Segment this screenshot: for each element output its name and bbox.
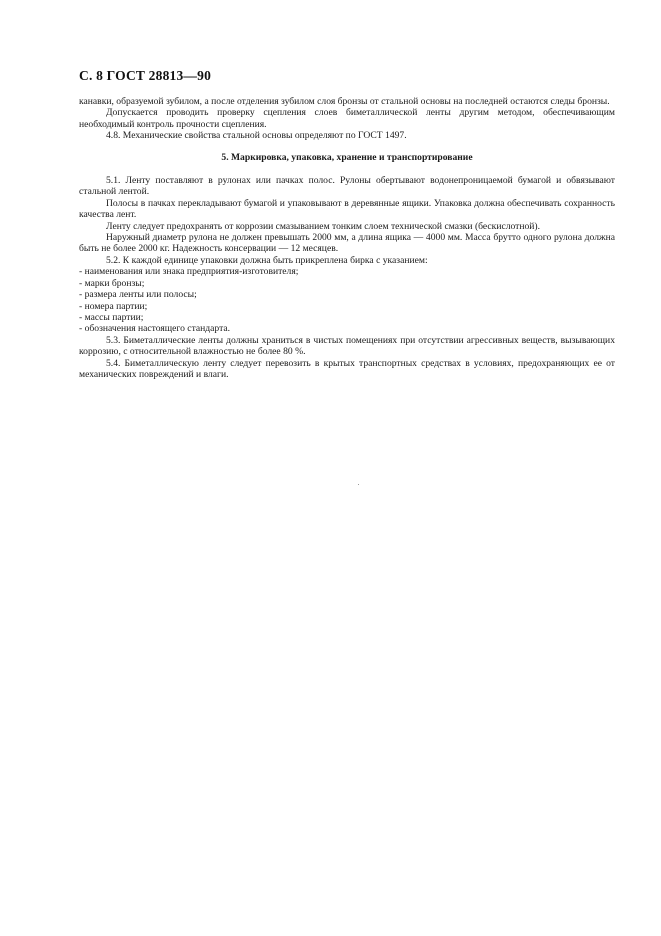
paragraph-packing: Полосы в пачках перекладывают бумагой и упаковывают в деревянные ящики. Упаковка должна обеспечивать сохранность качества лент. (79, 197, 615, 221)
document-body (79, 96, 615, 380)
list-item: - марки бронзы; (79, 277, 145, 289)
paragraph-5-1: 5.1. Ленту поставляют в рулонах или пачках полос. Рулоны обертывают водонепроницаемой бумагой и обвязывают стальной лентой. (79, 175, 615, 198)
list-item: - наименования или знака предприятия-изготовителя; (79, 266, 299, 278)
paragraph-dimensions: Наружный диаметр рулона не должен превышать 2000 мм, а длина ящика — 4000 мм. Масса брутто одного рулона должна быть не более 2000 кг. Надежность консервации — 12 месяцев. (79, 232, 615, 255)
section-heading: 5. Маркировка, упаковка, хранение и транспортирование (221, 151, 473, 163)
paragraph-adhesion-method: Допускается проводить проверку сцепления слоев биметаллической ленты другим методом, обеспечивающим необходимый контроль прочности сцепления. (79, 107, 615, 130)
list-item: - номера партии; (79, 300, 148, 312)
paragraph-5-2: 5.2. К каждой единице упаковки должна быть прикреплена бирка с указанием: (106, 254, 428, 266)
paragraph-5-4: 5.4. Биметаллическую ленту следует перевозить в крытых транспортных средствах в условиях, предохраняющих ее от механических повреждений и влаги. (79, 357, 615, 380)
paragraph-5-3: 5.3. Биметаллические ленты должны храниться в чистых помещениях при отсутствии агрессивных веществ, вызывающих коррозию, с относительной влажностью не более 80 %. (79, 334, 615, 358)
scan-speck (358, 484, 359, 485)
list-item: - размера ленты или полосы; (79, 289, 197, 301)
page-header: С. 8 ГОСТ 28813—90 (79, 68, 212, 83)
list-item: - массы партии; (79, 311, 144, 323)
list-item: - обозначения настоящего стандарта. (79, 323, 231, 335)
paragraph-corrosion: Ленту следует предохранять от коррозии смазыванием тонким слоем технической смазки (бескислотной). (106, 220, 541, 232)
label-list (79, 266, 615, 334)
paragraph-4-8: 4.8. Механические свойства стальной основы определяют по ГОСТ 1497. (106, 130, 407, 142)
paragraph-continuation: канавки, образуемой зубилом, а после отделения зубилом слоя бронзы от стальной основы на последней остаются следы бронзы. (79, 96, 610, 107)
